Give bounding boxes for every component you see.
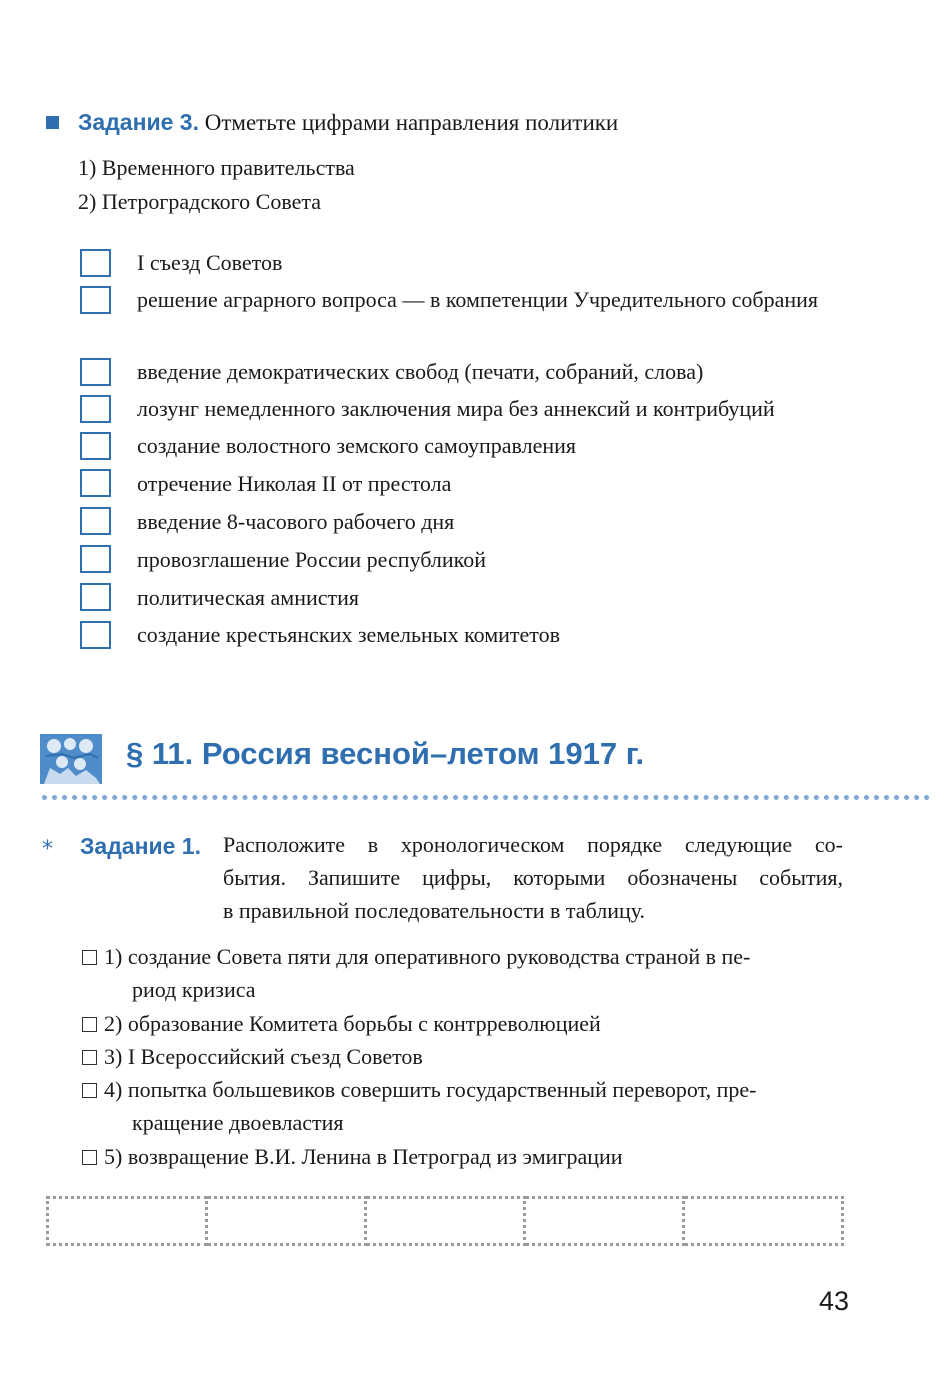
answer-checkbox[interactable] (80, 545, 111, 573)
answer-table-row (48, 1198, 843, 1245)
answer-checkbox[interactable] (80, 249, 111, 277)
task-marker-star: ⁎ (42, 830, 53, 855)
event-item (82, 1140, 844, 1173)
task3-label: Задание 3. (78, 109, 199, 135)
task3-option: решение аграрного вопроса — в компетенции Учредительного собрания (137, 287, 819, 312)
task3-option: создание крестьянских земельных комитетов (137, 622, 561, 647)
task3-option: введение демократических свобод (печати, собраний, слова) (137, 359, 704, 384)
answer-checkbox[interactable] (80, 432, 111, 460)
section-illustration-icon (40, 734, 102, 784)
event-text: 2) образование Комитета борьбы с контрреволюцией (104, 1011, 601, 1036)
answer-cell[interactable] (207, 1198, 366, 1245)
task3-list-item: 2) Петроградского Совета (78, 189, 321, 214)
page-number: 43 (818, 1286, 849, 1316)
task3-option: провозглашение России республикой (137, 547, 486, 572)
answer-checkbox[interactable] (80, 583, 111, 611)
task1-prompt-line: Расположите в хронологическом порядке следующие со- (223, 832, 843, 857)
answer-checkbox[interactable] (80, 395, 111, 423)
answer-cell[interactable] (684, 1198, 843, 1245)
section-divider (42, 795, 930, 800)
event-text-continued: кращение двоевластия (132, 1110, 344, 1135)
task3-option: отречение Николая II от престола (137, 471, 452, 496)
answer-cell[interactable] (48, 1198, 207, 1245)
task3-option: создание волостного земского самоуправления (137, 433, 577, 458)
event-text-continued: риод кризиса (132, 977, 256, 1002)
answer-table (46, 1196, 844, 1246)
answer-checkbox[interactable] (80, 507, 111, 535)
answer-checkbox[interactable] (80, 469, 111, 497)
event-checkbox[interactable] (82, 1017, 97, 1032)
event-item (82, 1007, 844, 1040)
task1-prompt (223, 828, 843, 927)
answer-cell[interactable] (366, 1198, 525, 1245)
event-text: 4) попытка большевиков совершить государственный переворот, пре- (104, 1077, 757, 1102)
event-text: 1) создание Совета пяти для оперативного руководства страной в пе- (104, 944, 751, 969)
event-text: 5) возвращение В.И. Ленина в Петроград из эмиграции (104, 1144, 623, 1169)
event-checkbox[interactable] (82, 1083, 97, 1098)
answer-checkbox[interactable] (80, 358, 111, 386)
event-checkbox[interactable] (82, 950, 97, 965)
section-title: § 11. Россия весной–летом 1917 г. (126, 736, 645, 771)
event-item (82, 940, 844, 1006)
task3-option: I съезд Советов (137, 250, 283, 275)
task-marker-square (46, 116, 59, 129)
task1-label: Задание 1. (80, 833, 201, 859)
task1-prompt-line: в правильной последовательности в таблицу. (223, 898, 646, 923)
task3-heading (78, 108, 618, 137)
event-checkbox[interactable] (82, 1150, 97, 1165)
task3-option: политическая амнистия (137, 585, 360, 610)
answer-checkbox[interactable] (80, 621, 111, 649)
task3-list-item: 1) Временного правительства (78, 155, 355, 180)
answer-checkbox[interactable] (80, 286, 111, 314)
event-item (82, 1073, 844, 1139)
answer-cell[interactable] (525, 1198, 684, 1245)
task1-prompt-line: бытия. Запишите цифры, которыми обозначены события, (223, 865, 843, 890)
task3-option: лозунг немедленного заключения мира без аннексий и контрибуций (137, 396, 775, 421)
event-item (82, 1040, 844, 1073)
task3-option: введение 8-часового рабочего дня (137, 509, 455, 534)
event-checkbox[interactable] (82, 1050, 97, 1065)
task3-prompt: Отметьте цифрами направления политики (204, 110, 619, 135)
task1-label-wrap (80, 832, 201, 861)
event-text: 3) I Всероссийский съезд Советов (104, 1044, 423, 1069)
